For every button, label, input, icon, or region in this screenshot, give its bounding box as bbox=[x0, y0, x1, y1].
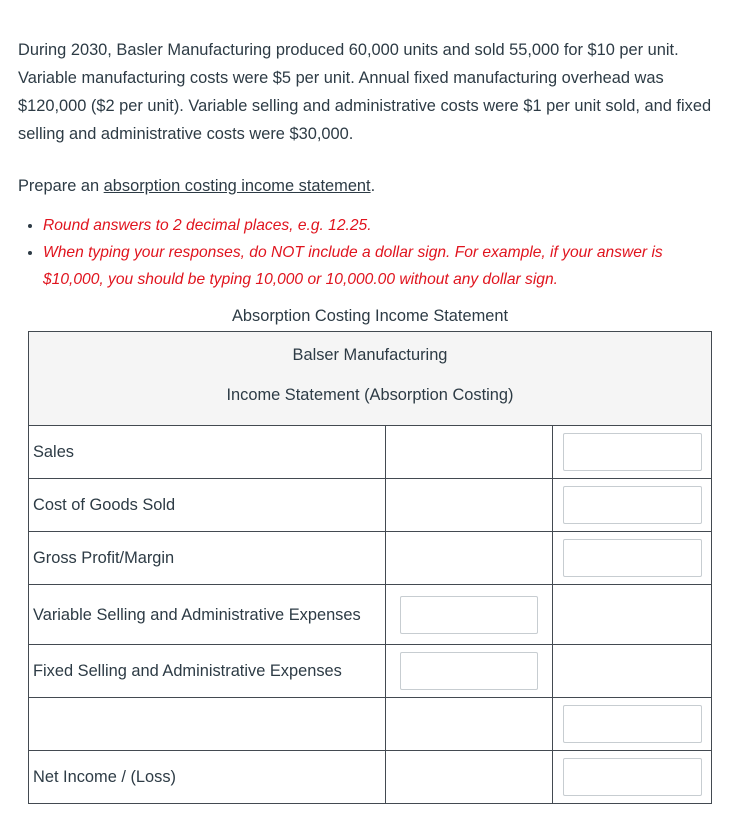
income-statement-table bbox=[28, 331, 712, 804]
table-row-cogs bbox=[29, 479, 712, 532]
empty-cell bbox=[553, 645, 712, 698]
net-income-input[interactable] bbox=[563, 758, 702, 796]
empty-cell bbox=[386, 751, 553, 804]
company-name: Balser Manufacturing bbox=[292, 345, 448, 364]
cogs-cell bbox=[553, 479, 712, 532]
sales-cell bbox=[553, 426, 712, 479]
table-row-blank bbox=[29, 698, 712, 751]
total-sa-input[interactable] bbox=[563, 705, 702, 743]
gross-profit-input[interactable] bbox=[563, 539, 702, 577]
instruction-no-dollar-sign: When typing your responses, do NOT include a dollar sign. For example, if your answer is $10,000, you should be typing 10,000 or 10,000.00 without any dollar sign. bbox=[28, 239, 723, 293]
prepare-instruction bbox=[18, 172, 375, 200]
instruction-rounding: Round answers to 2 decimal places, e.g. 12.25. bbox=[28, 212, 723, 239]
variable-sa-input[interactable] bbox=[400, 596, 538, 634]
table-row-variable-sa bbox=[29, 585, 712, 645]
table-header-row bbox=[29, 332, 712, 426]
instruction-list bbox=[28, 212, 723, 293]
table-row-net bbox=[29, 751, 712, 804]
row-label-cogs: Cost of Goods Sold bbox=[29, 479, 386, 532]
table-header bbox=[29, 332, 712, 426]
prepare-prefix: Prepare an bbox=[18, 177, 104, 195]
empty-cell bbox=[386, 426, 553, 479]
problem-text: During 2030, Basler Manufacturing produced 60,000 units and sold 55,000 for $10 per unit. Variable manufacturing costs were $5 per unit. Annual fixed manufacturing overhead was $120,000 ($2 per unit). Variable selling and administrative costs were $1 per unit sold, and fixed selling and administrative costs were $30,000. bbox=[18, 41, 712, 143]
table-row-gross bbox=[29, 532, 712, 585]
row-label-blank bbox=[29, 698, 386, 751]
fixed-sa-input[interactable] bbox=[400, 652, 538, 690]
row-label-variable-sa: Variable Selling and Administrative Expenses bbox=[29, 585, 386, 645]
net-income-cell bbox=[553, 751, 712, 804]
sales-input[interactable] bbox=[563, 433, 702, 471]
absorption-costing-link[interactable]: absorption costing income statement bbox=[103, 177, 371, 195]
empty-cell bbox=[386, 479, 553, 532]
table-row-sales bbox=[29, 426, 712, 479]
empty-cell bbox=[553, 585, 712, 645]
row-label-sales: Sales bbox=[29, 426, 386, 479]
row-label-fixed-sa: Fixed Selling and Administrative Expenses bbox=[29, 645, 386, 698]
fixed-sa-cell bbox=[386, 645, 553, 698]
empty-cell bbox=[386, 698, 553, 751]
row-label-net: Net Income / (Loss) bbox=[29, 751, 386, 804]
statement-title: Absorption Costing Income Statement bbox=[231, 307, 509, 325]
row-label-gross: Gross Profit/Margin bbox=[29, 532, 386, 585]
statement-name: Income Statement (Absorption Costing) bbox=[226, 385, 514, 404]
cogs-input[interactable] bbox=[563, 486, 702, 524]
prepare-suffix: . bbox=[370, 177, 376, 195]
gross-cell bbox=[553, 532, 712, 585]
empty-cell bbox=[386, 532, 553, 585]
total-sa-cell bbox=[553, 698, 712, 751]
variable-sa-cell bbox=[386, 585, 553, 645]
table-row-fixed-sa bbox=[29, 645, 712, 698]
